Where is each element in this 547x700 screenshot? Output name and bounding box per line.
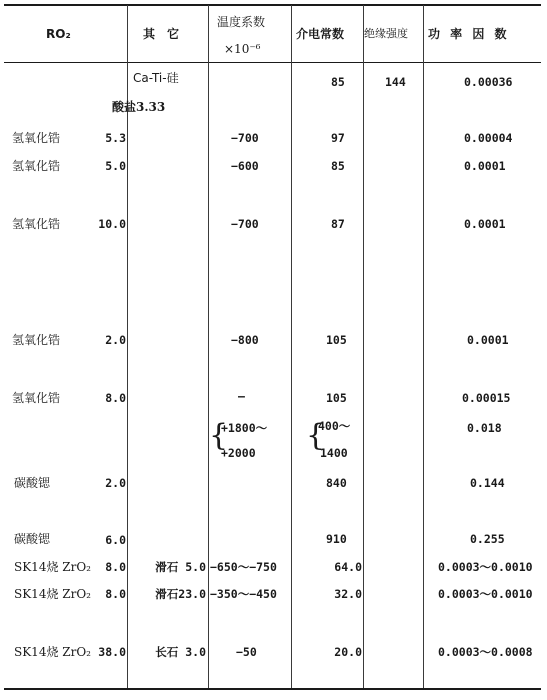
header-dielectric: 介电常数 bbox=[296, 27, 345, 41]
header-power-factor: 功 率 因 数 bbox=[428, 27, 510, 41]
cell-temp-coef: −700 bbox=[231, 131, 259, 145]
header-insulation: 绝缘强度 bbox=[364, 27, 408, 40]
left-brace-icon: { bbox=[306, 418, 326, 453]
cell-ro2-name: 碳酸锶 bbox=[14, 532, 51, 546]
left-brace-icon: { bbox=[209, 418, 229, 453]
header-temp-coef: 温度系数 bbox=[217, 15, 266, 29]
column-divider-3 bbox=[291, 5, 292, 688]
cell-other: 滑石23.0 bbox=[155, 587, 206, 601]
cell-ro2-amount: 5.3 bbox=[105, 131, 126, 145]
header-other: 其 它 bbox=[143, 27, 180, 41]
cell-ro2-name: 氢氧化锆 bbox=[12, 131, 61, 145]
cell-power-factor: 0.0003～0.0010 bbox=[438, 587, 533, 601]
cell-ro2-name: SK14烧 ZrO₂ bbox=[14, 587, 91, 601]
cell-power-factor: 0.144 bbox=[470, 476, 505, 490]
cell-ro2-name: 氢氧化锆 bbox=[12, 217, 61, 231]
cell-ro2-name: 氢氧化锆 bbox=[12, 391, 61, 405]
cell-other: 滑石 5.0 bbox=[155, 560, 206, 574]
cell-power-factor: 0.00004 bbox=[464, 131, 513, 145]
cell-other: Ca-Ti-硅 bbox=[133, 71, 179, 85]
cell-ro2-amount: 5.0 bbox=[105, 159, 126, 173]
cell-dielectric: 85 bbox=[331, 159, 345, 173]
cell-ro2-amount: 2.0 bbox=[105, 476, 126, 490]
cell-other: 长石 3.0 bbox=[155, 645, 206, 659]
cell-temp-coef: −700 bbox=[231, 217, 259, 231]
cell-ro2-name: 氢氧化锆 bbox=[12, 333, 61, 347]
cell-dielectric: 910 bbox=[326, 532, 347, 546]
column-divider-5 bbox=[423, 5, 424, 688]
cell-power-factor: 0.255 bbox=[470, 532, 505, 546]
cell-ro2-name: SK14烧 ZrO₂ bbox=[14, 645, 91, 659]
cell-temp-coef: −600 bbox=[231, 159, 259, 173]
cell-power-factor: 0.018 bbox=[467, 421, 502, 435]
cell-power-factor: 0.00015 bbox=[462, 391, 511, 405]
cell-temp-coef: −50 bbox=[236, 645, 257, 659]
cell-power-factor: 0.0001 bbox=[464, 159, 506, 173]
table-bottom-rule bbox=[4, 688, 541, 690]
cell-dielectric-upper: 400～ bbox=[318, 419, 351, 433]
cell-ro2-name: SK14烧 ZrO₂ bbox=[14, 560, 91, 574]
cell-ro2-amount: 38.0 bbox=[98, 645, 126, 659]
cell-ro2-amount: 8.0 bbox=[105, 391, 126, 405]
cell-dielectric: 105 bbox=[326, 391, 347, 405]
cell-ro2-amount: 6.0 bbox=[105, 533, 126, 547]
cell-dielectric: 85 bbox=[331, 75, 345, 89]
cell-power-factor: 0.00036 bbox=[464, 75, 513, 89]
cell-power-factor: 0.0003～0.0010 bbox=[438, 560, 533, 574]
column-divider-4 bbox=[363, 5, 364, 688]
cell-dielectric: 32.0 bbox=[334, 587, 362, 601]
header-ro2: RO₂ bbox=[46, 27, 71, 41]
cell-ro2-amount: 8.0 bbox=[105, 560, 126, 574]
cell-ro2-name: 碳酸锶 bbox=[14, 476, 51, 490]
cell-dielectric: 64.0 bbox=[334, 560, 362, 574]
column-divider-2 bbox=[208, 5, 209, 688]
table-top-rule bbox=[4, 4, 541, 6]
cell-temp-coef: — bbox=[238, 389, 245, 403]
cell-ro2-name: 氢氧化锆 bbox=[12, 159, 61, 173]
cell-dielectric-lower: 1400 bbox=[320, 446, 348, 460]
header-temp-coef-unit: ×10⁻⁶ bbox=[224, 42, 261, 56]
cell-temp-coef: −650～−750 bbox=[210, 560, 277, 574]
cell-temp-coef: −800 bbox=[231, 333, 259, 347]
cell-other-cont: 酸盐3.33 bbox=[112, 100, 166, 114]
cell-ro2-amount: 8.0 bbox=[105, 587, 126, 601]
cell-temp-coef: −350～−450 bbox=[210, 587, 277, 601]
cell-insulation: 144 bbox=[385, 75, 406, 89]
header-bottom-rule bbox=[4, 62, 541, 63]
cell-dielectric: 20.0 bbox=[334, 645, 362, 659]
cell-dielectric: 840 bbox=[326, 476, 347, 490]
cell-power-factor: 0.0001 bbox=[467, 333, 509, 347]
cell-power-factor: 0.0001 bbox=[464, 217, 506, 231]
cell-dielectric: 97 bbox=[331, 131, 345, 145]
cell-temp-coef-upper: +1800～ bbox=[221, 421, 268, 435]
cell-ro2-amount: 2.0 bbox=[105, 333, 126, 347]
cell-temp-coef-lower: +2000 bbox=[221, 446, 256, 460]
cell-ro2-amount: 10.0 bbox=[98, 217, 126, 231]
cell-power-factor: 0.0003～0.0008 bbox=[438, 645, 533, 659]
cell-dielectric: 105 bbox=[326, 333, 347, 347]
cell-dielectric: 87 bbox=[331, 217, 345, 231]
